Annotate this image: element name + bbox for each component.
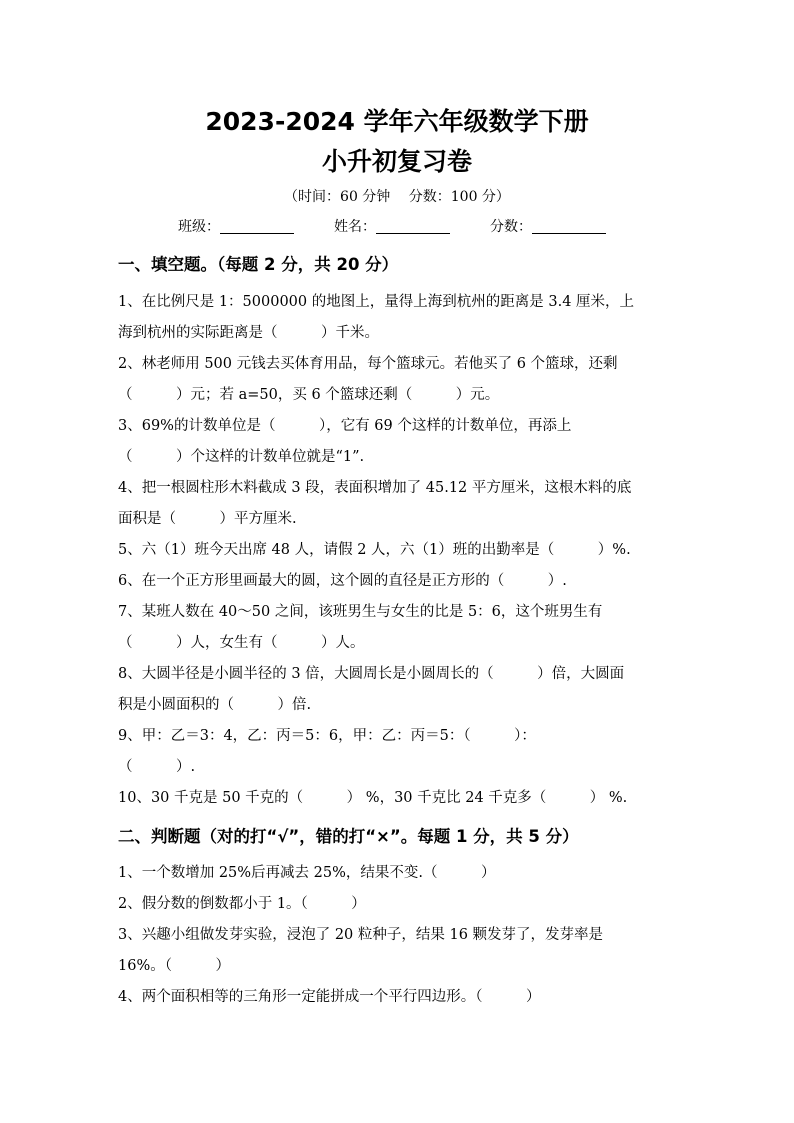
- exam-title: 2023-2024 学年六年级数学下册: [205, 107, 589, 136]
- question-line: 积是小圆面积的（ ）倍.: [118, 697, 312, 713]
- section-fill-blank-heading: 一、填空题。（每题 2 分，共 20 分）: [118, 255, 399, 274]
- question-line: （ ）.: [118, 759, 196, 775]
- question-line: 2、林老师用 500 元钱去买体育用品，每个篮球元。若他买了 6 个篮球，还剩: [118, 356, 618, 372]
- question-line: 8、大圆半径是小圆半径的 3 倍，大圆周长是小圆周长的（ ）倍，大圆面: [118, 666, 625, 682]
- question-line: 1、在比例尺是 1：5000000 的地图上，量得上海到杭州的距离是 3.4 厘米，上: [118, 294, 635, 310]
- question-line: （ ）人，女生有（ ）人。: [118, 635, 365, 651]
- question-line: 5、六（1）班今天出席 48 人，请假 2 人，六（1）班的出勤率是（ ）%.: [118, 542, 631, 558]
- question-line: 10、30 千克是 50 千克的（ ） %，30 千克比 24 千克多（ ） %.: [118, 790, 628, 806]
- question-line: 16%。（ ）: [118, 958, 230, 974]
- question-line: 3、兴趣小组做发芽实验，浸泡了 20 粒种子，结果 16 颗发芽了，发芽率是: [118, 927, 604, 943]
- exam-subtitle: 小升初复习卷: [321, 147, 472, 176]
- question-line: （ ）元；若 a=50，买 6 个篮球还剩（ ）元。: [118, 387, 500, 403]
- question-line: （ ）个这样的计数单位就是“1”.: [118, 449, 365, 465]
- question-line: 4、把一根圆柱形木料截成 3 段，表面积增加了 45.12 平方厘米，这根木料的底: [118, 480, 632, 496]
- question-line: 1、一个数增加 25%后再减去 25%，结果不变.（ ）: [118, 865, 496, 881]
- section-true-false-heading: 二、判断题（对的打“√”，错的打“×”。每题 1 分，共 5 分）: [118, 827, 579, 846]
- question-line: 3、69%的计数单位是（ ），它有 69 个这样的计数单位，再添上: [118, 418, 572, 434]
- score-label: 分数：: [490, 219, 532, 235]
- question-line: 6、在一个正方形里画最大的圆，这个圆的直径是正方形的（ ）.: [118, 573, 567, 589]
- name-label: 姓名：: [334, 219, 376, 235]
- score-blank[interactable]: [532, 219, 606, 234]
- class-label: 班级：: [178, 219, 220, 235]
- question-line: 7、某班人数在 40～50 之间，该班男生与女生的比是 5：6，这个班男生有: [118, 604, 603, 620]
- question-line: 面积是（ ）平方厘米.: [118, 511, 297, 527]
- question-line: 9、甲：乙＝3：4，乙：丙＝5：6，甲：乙：丙＝5：（ ）：: [118, 728, 536, 744]
- question-line: 2、假分数的倒数都小于 1。（ ）: [118, 896, 366, 912]
- question-line: 4、两个面积相等的三角形一定能拼成一个平行四边形。（ ）: [118, 989, 541, 1005]
- exam-meta: （时间：60 分钟 分数：100 分）: [284, 189, 510, 205]
- question-line: 海到杭州的实际距离是（ ）千米。: [118, 325, 379, 341]
- class-blank[interactable]: [220, 219, 294, 234]
- name-blank[interactable]: [376, 219, 450, 234]
- student-info-row: [178, 216, 646, 236]
